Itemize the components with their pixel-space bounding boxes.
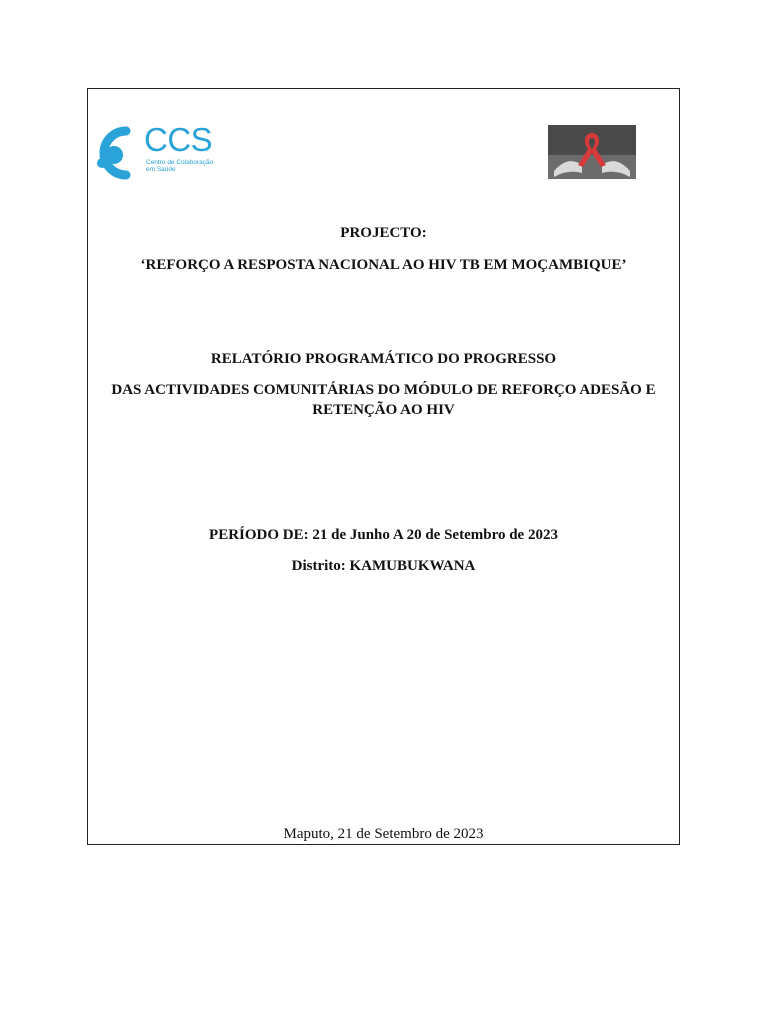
- cover-page: [87, 88, 680, 845]
- place-and-date: Maputo, 21 de Setembro de 2023: [283, 826, 484, 842]
- ccs-logo-subtitle: Centro de Colaboração em Saúde: [146, 159, 214, 174]
- ribbon-logo: [548, 125, 636, 179]
- report-subtitle: DAS ACTIVIDADES COMUNITÁRIAS DO MÓDULO DE REFORÇO ADESÃO E RETENÇÃO AO HIV: [111, 382, 656, 419]
- red-ribbon-hands-icon: [548, 125, 636, 179]
- project-label: PROJECTO:: [340, 225, 427, 241]
- project-name: ‘REFORÇO A RESPOSTA NACIONAL AO HIV TB EM MOÇAMBIQUE’: [140, 257, 627, 273]
- report-period: PERÍODO DE: 21 de Junho A 20 de Setembro de 2023: [209, 527, 558, 543]
- ccs-logo-text: CCS: [144, 121, 213, 158]
- ccs-logo-icon: [96, 125, 144, 183]
- district: Distrito: KAMUBUKWANA: [291, 558, 476, 574]
- ccs-logo: [96, 121, 216, 183]
- report-title: RELATÓRIO PROGRAMÁTICO DO PROGRESSO: [210, 351, 557, 367]
